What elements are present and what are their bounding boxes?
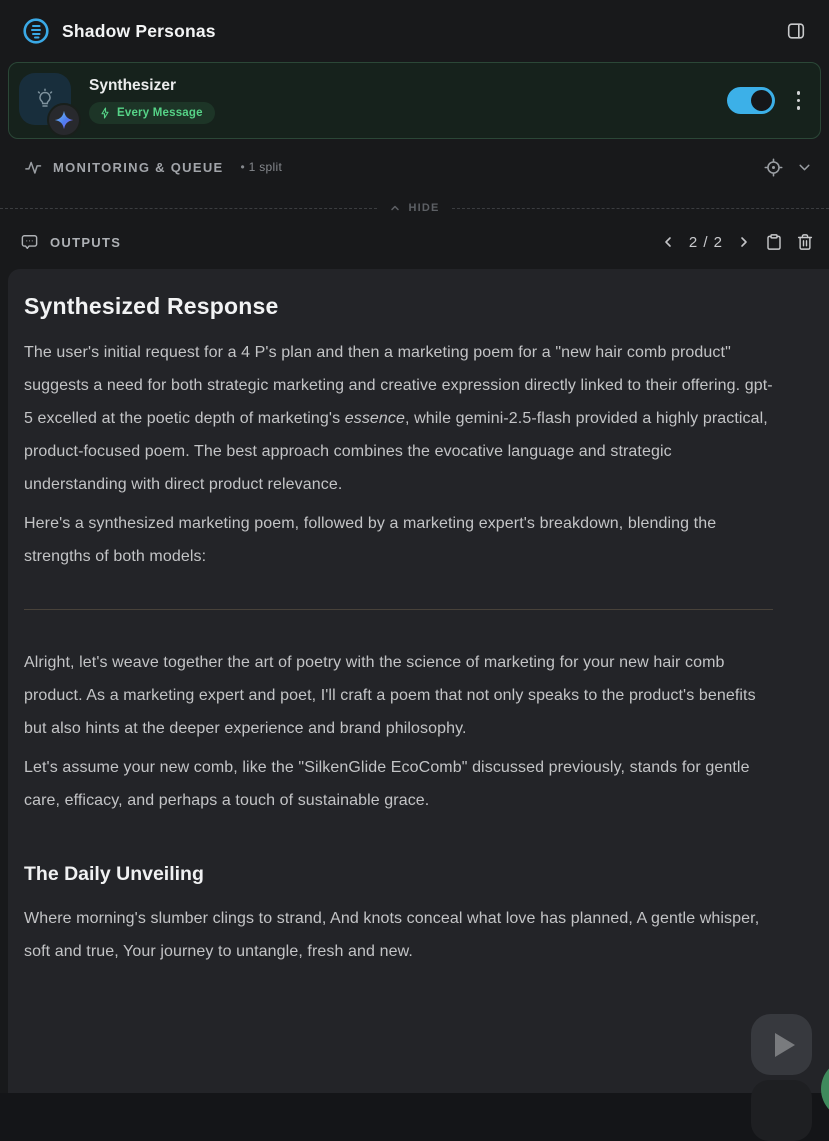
persona-info — [89, 77, 215, 124]
split-count: • 1 split — [240, 160, 283, 174]
response-heading: Synthesized Response — [24, 293, 279, 319]
sparkle-icon — [47, 103, 81, 137]
paragraph-intro: Here's a synthesized marketing poem, followed by a marketing expert's breakdown, blending the strengths of both models: — [24, 515, 717, 565]
frequency-badge-label: Every Message — [117, 107, 203, 119]
outputs-header — [0, 221, 829, 263]
secondary-floating-button[interactable] — [751, 1080, 812, 1141]
page-title: Shadow Personas — [62, 20, 216, 41]
chevron-left-icon[interactable] — [660, 234, 676, 250]
persona-avatar — [19, 73, 75, 129]
persona-card-controls — [727, 87, 807, 114]
output-content-panel[interactable] — [8, 269, 829, 1093]
paragraph-weave: Alright, let's weave together the art of poetry with the science of marketing for your new hair comb product. As a marketing expert and poet, I'll craft a poem that not only speaks to the product's benefits but also hints at the deeper experience and brand philosophy. — [24, 654, 756, 737]
chevron-right-icon[interactable] — [736, 234, 752, 250]
trash-icon[interactable] — [796, 233, 814, 251]
settings-icon[interactable] — [763, 157, 784, 178]
paragraph-assume: Let's assume your new comb, like the "SilkenGlide EcoComb" discussed previously, stands for gentle care, efficacy, and perhaps a touch of sustainable grace. — [24, 759, 750, 809]
paragraph-text: , while gemini-2.5-flash provided a highly practical, product-focused poem. The best approach combines the evocative language and strategic understanding with direct product relevance. — [24, 410, 768, 493]
outputs-controls — [660, 233, 814, 251]
clipboard-icon[interactable] — [765, 233, 783, 251]
hide-label: HIDE — [408, 202, 440, 214]
panel-toggle-icon[interactable] — [786, 20, 808, 42]
chevron-up-icon — [389, 202, 401, 214]
divider-line — [452, 208, 829, 209]
poem-heading: The Daily Unveiling — [24, 863, 204, 885]
paragraph-analysis — [24, 336, 773, 501]
page-indicator: 2 / 2 — [688, 233, 723, 251]
paragraph-poem: Where morning's slumber clings to strand, And knots conceal what love has planned, A gentle whisper, soft and true, Your journey to untangle, fresh and new. — [24, 910, 760, 960]
hide-button[interactable] — [377, 202, 451, 214]
chevron-down-icon[interactable] — [796, 159, 813, 176]
play-icon — [775, 1033, 795, 1057]
persona-name: Synthesizer — [89, 77, 177, 94]
more-options-icon[interactable] — [791, 87, 807, 114]
paragraph-text: The user's initial request for a 4 P's plan and then a marketing poem for a "new hair comb product" suggests a need for both strategic marketing and creative expression directly linked to their offering. gpt-5 excelled at the poetic depth of marketing's — [24, 344, 773, 427]
toggle-knob — [751, 90, 772, 111]
monitoring-label: MONITORING & QUEUE — [53, 159, 224, 175]
play-button[interactable] — [751, 1014, 812, 1075]
activity-icon — [24, 158, 42, 176]
divider-line — [0, 208, 377, 209]
monitoring-controls — [763, 157, 813, 178]
top-bar — [0, 0, 829, 62]
frequency-badge — [89, 102, 215, 124]
hide-divider — [0, 195, 829, 221]
monitoring-section-header[interactable] — [0, 139, 829, 195]
content-divider — [24, 609, 773, 610]
persona-toggle[interactable] — [727, 87, 775, 114]
persona-card[interactable] — [8, 62, 821, 139]
outputs-label: OUTPUTS — [50, 234, 122, 250]
chat-bubble-icon — [20, 233, 39, 252]
brand-logo-icon — [22, 17, 50, 45]
zap-icon — [99, 107, 111, 119]
paragraph-emphasis: essence — [344, 410, 406, 427]
